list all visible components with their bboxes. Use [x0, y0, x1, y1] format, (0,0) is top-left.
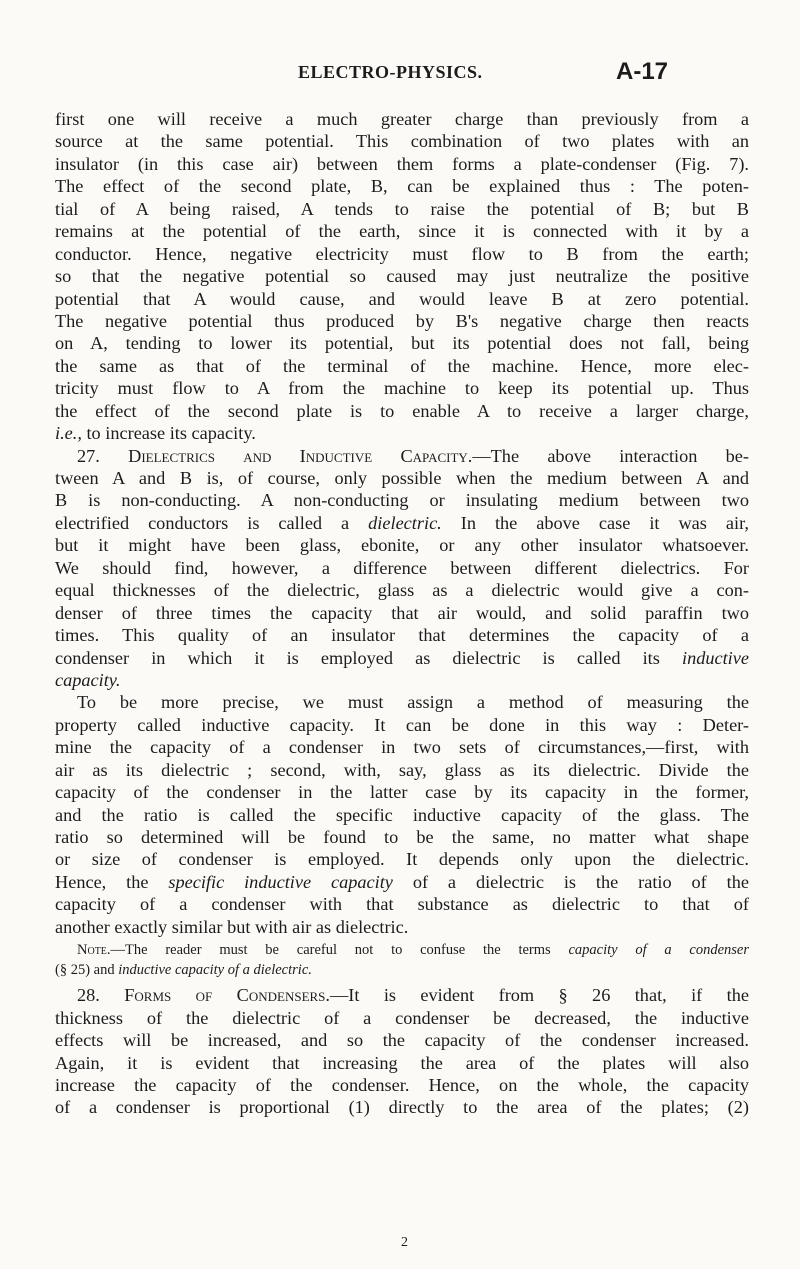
text-line: mine the capacity of a condenser in two sets of circumstances,—first, with: [55, 737, 749, 758]
text-line: [55, 647, 749, 669]
text-line: increase the capacity of the condenser. Hence, on the whole, the capacity: [55, 1074, 749, 1095]
line-fragment: —The above interaction be-: [472, 445, 749, 466]
text-line: ratio so determined will be found to be the same, no matter what shape: [55, 827, 749, 847]
text-line: [55, 422, 749, 444]
term-inductive-capacity-of-dielectric: inductive capacity of a dielectric.: [118, 962, 312, 979]
text-line: capacity of a condenser with that substance as dielectric to that of: [55, 894, 749, 915]
section-28-forms-of-condensers: [55, 984, 749, 1119]
section-heading: Forms of Condensers.: [124, 985, 330, 1006]
text-line: [55, 512, 749, 534]
line-fragment: electrified conductors is called a: [55, 512, 369, 533]
text-line: property called inductive capacity. It can be done in this way : Deter-: [55, 714, 749, 735]
text-line: tween A and B is, of course, only possible when the medium between A and: [55, 468, 749, 488]
text-line: equal thicknesses of the dielectric, glass as a dielectric would give a con-: [55, 580, 749, 601]
running-head: [0, 58, 800, 86]
text-line: source at the same potential. This combination of two plates with an: [55, 131, 749, 152]
text-line: The effect of the second plate, B, can be explained thus : The poten-: [55, 176, 749, 197]
line-fragment: —It is evident from § 26 that, if the: [330, 985, 749, 1006]
text-line: To be more precise, we must assign a method of measuring the: [77, 692, 749, 713]
text-line: the effect of the second plate is to enable A to receive a larger charge,: [55, 400, 749, 421]
running-head-title: ELECTRO-PHYSICS.: [298, 62, 483, 82]
section-heading-line: [55, 445, 749, 467]
text-line: or size of condenser is employed. It depends only upon the dielectric.: [55, 849, 749, 870]
text-line: first one will receive a much greater charge than previously from a: [55, 109, 749, 129]
line-fragment: condenser in which it is employed as dielectric is called its: [55, 647, 682, 668]
note-line: [55, 960, 749, 980]
text-line: on A, tending to lower its potential, but its potential does not fall, being: [55, 333, 749, 354]
text-line: thickness of the dielectric of a condenser be decreased, the inductive: [55, 1007, 749, 1028]
body-text: [55, 108, 749, 1119]
text-line: potential that A would cause, and would leave B at zero potential.: [55, 288, 749, 309]
term-dielectric: dielectric.: [368, 512, 442, 533]
section-number: 27.: [77, 445, 100, 466]
term-specific-inductive-capacity: specific inductive capacity: [168, 871, 393, 892]
text-line: but it might have been glass, ebonite, or any other insulator whatsoever.: [55, 535, 749, 556]
text-line: tial of A being raised, A tends to raise the potential of B; but B: [55, 198, 749, 219]
text-line: remains at the potential of the earth, since it is connected with it by a: [55, 221, 749, 242]
text-line: The negative potential thus produced by B's negative charge then reacts: [55, 310, 749, 331]
text-line: [55, 871, 749, 893]
signature-mark: 2: [401, 1235, 408, 1250]
text-line: and the ratio is called the specific inductive capacity of the glass. The: [55, 804, 749, 825]
section-number: 28.: [77, 985, 100, 1006]
text-line: another exactly similar but with air as dielectric.: [55, 916, 409, 937]
text-line: capacity of the condenser in the latter case by its capacity in the former,: [55, 782, 749, 803]
text-line: effects will be increased, and so the capacity of the condenser increased.: [55, 1030, 749, 1051]
section-heading-line: [55, 984, 749, 1006]
term-inductive: inductive: [681, 647, 749, 668]
text-line: so that the negative potential so caused may just neutralize the positive: [55, 266, 749, 287]
line-fragment: to increase its capacity.: [81, 423, 256, 444]
text-line: the same as that of the terminal of the machine. Hence, more elec-: [55, 355, 749, 376]
text-line: denser of three times the capacity that air would, and solid paraffin two: [55, 602, 749, 623]
line-fragment: (§ 25) and: [55, 962, 119, 979]
text-line: [55, 669, 749, 691]
text-line: air as its dielectric ; second, with, say, glass as its dielectric. Divide the: [55, 759, 749, 780]
line-fragment: In the above case it was air,: [441, 512, 749, 533]
line-fragment: —The reader must be careful not to confuse the terms: [110, 942, 569, 959]
note: [55, 940, 749, 980]
term-capacity-of-condenser: capacity of a condenser: [568, 942, 749, 959]
term-capacity: capacity.: [55, 669, 121, 690]
line-fragment: Hence, the: [55, 871, 169, 892]
text-line: insulator (in this case air) between them forms a plate-condenser (Fig. 7).: [55, 153, 749, 174]
line-fragment: of a dielectric is the ratio of the: [392, 871, 749, 892]
text-line: We should find, however, a difference between different dielectrics. For: [55, 557, 749, 578]
text-line: tricity must flow to A from the machine to keep its potential up. Thus: [55, 378, 749, 399]
note-line: [55, 940, 749, 960]
emphasis-ie: i.e.,: [55, 423, 82, 444]
paragraph-capacity-effect: [55, 108, 749, 445]
note-label: Note.: [77, 942, 111, 959]
page-code: A-17: [616, 58, 669, 85]
text-line: of a condenser is proportional (1) directly to the area of the plates; (2): [55, 1097, 749, 1118]
text-line: B is non-conducting. A non-conducting or insulating medium between two: [55, 490, 749, 511]
text-line: times. This quality of an insulator that determines the capacity of a: [55, 625, 749, 646]
section-27-dielectrics: [55, 445, 749, 692]
text-line: Again, it is evident that increasing the area of the plates will also: [55, 1052, 749, 1073]
section-heading: Dielectrics and Inductive Capacity.: [128, 445, 473, 466]
text-line: conductor. Hence, negative electricity must flow to B from the earth;: [55, 243, 749, 264]
paragraph-specific-inductive-capacity: [55, 691, 749, 938]
